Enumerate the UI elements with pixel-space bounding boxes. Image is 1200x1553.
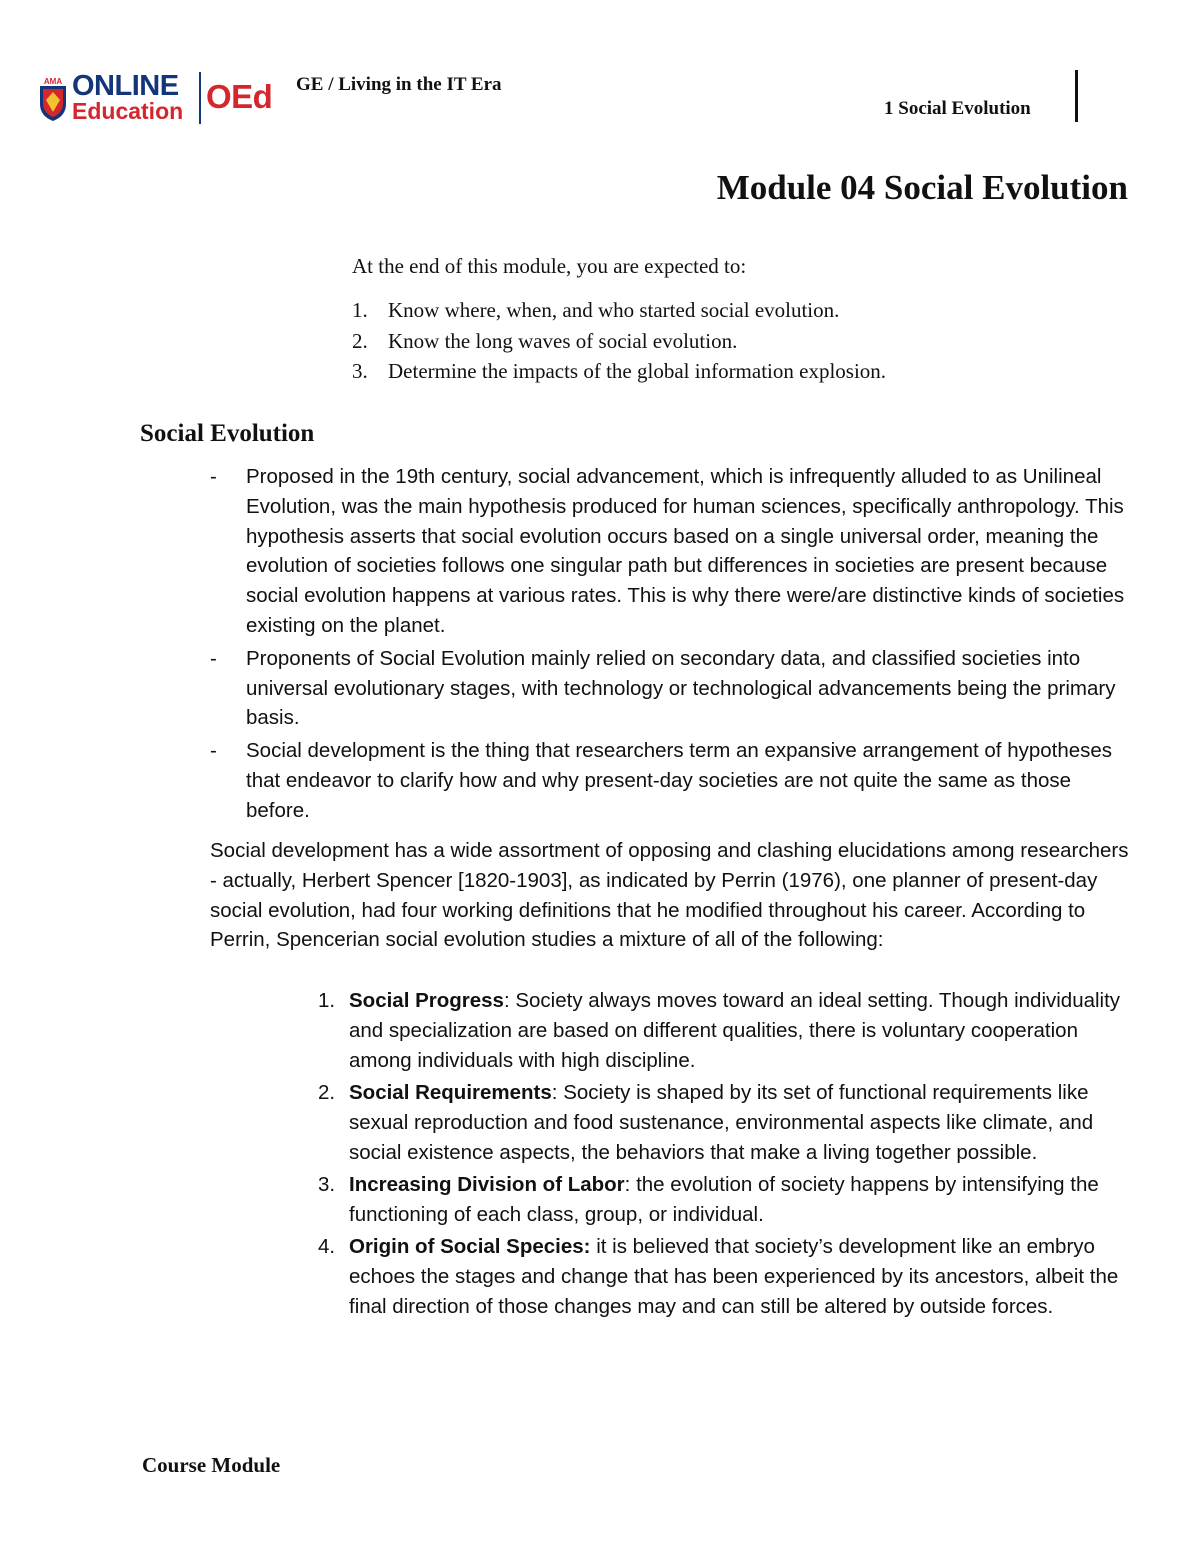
bullet-text: Proposed in the 19th century, social advancement, which is infrequently alluded to as Unilineal Evolution, was the main hypothesis produced for human sciences, specifically anthropology. This hypothesis asserts that social evolution occurs based on a single universal order, meaning the evolution of societies follows one singular path but differences in societies are present because social evolution happens at various rates. This is why there were/are distinctive kinds of societies existing on the planet. xyxy=(246,465,1125,637)
list-item xyxy=(210,462,1140,641)
objective-text: Determine the impacts of the global information explosion. xyxy=(388,359,887,383)
page-footer: Course Module xyxy=(142,1453,281,1477)
list-item xyxy=(318,1170,1133,1230)
list-number: 3. xyxy=(352,359,368,383)
page-reference: 1 Social Evolution xyxy=(884,98,1031,119)
list-number: 4. xyxy=(318,1235,336,1258)
header-vertical-rule xyxy=(1075,70,1078,122)
list-item xyxy=(318,1232,1133,1322)
section-heading: Social Evolution xyxy=(140,420,315,447)
list-item xyxy=(352,296,886,327)
list-item xyxy=(318,986,1133,1076)
logo-education-text: Education xyxy=(72,98,184,124)
page-title: Module 04 Social Evolution xyxy=(716,168,1128,207)
list-number: 2. xyxy=(352,328,368,353)
bullet-dash: - xyxy=(210,465,217,488)
list-number: 1. xyxy=(352,298,368,322)
body-paragraph: Social development has a wide assortment of opposing and clashing elucidations among researchers - actually, Herbert Spencer [1820-1903], as indicated by Perrin (1976), one planner of present-day social evolution, had four working definitions that he modified throughout his career. According to Perrin, Spencerian social evolution studies a mixture of all of the following: xyxy=(210,839,1129,952)
definition-term: Social Progress xyxy=(349,989,504,1012)
bullet-dash: - xyxy=(210,646,217,670)
list-item xyxy=(352,357,886,388)
logo-oed-text: OEd xyxy=(206,78,273,115)
list-item xyxy=(210,644,1140,733)
list-number: 1. xyxy=(318,989,336,1012)
list-item xyxy=(352,327,886,358)
bullet-dash: - xyxy=(210,739,217,763)
definition-term: Social Requirements xyxy=(349,1081,552,1104)
definition-text: : Society always moves toward an ideal setting. Though individuality and specialization are based on different qualities, there is voluntary cooperation among individuals with high discipline. xyxy=(349,989,1121,1072)
course-name: GE / Living in the IT Era xyxy=(296,74,502,95)
definition-term: Increasing Division of Labor xyxy=(349,1173,625,1196)
objectives-intro: At the end of this module, you are expected to: xyxy=(352,254,747,278)
logo-badge-text: AMA xyxy=(43,77,63,86)
objective-text: Know the long waves of social evolution. xyxy=(388,328,738,353)
definition-text: : the evolution of society happens by intensifying the functioning of each class, group, or individual. xyxy=(349,1173,1099,1226)
objective-text: Know where, when, and who started social evolution. xyxy=(388,298,840,322)
list-item xyxy=(318,1078,1133,1168)
definition-term: Origin of Social Species: xyxy=(349,1235,591,1258)
bullet-list xyxy=(210,462,1140,829)
logo-divider xyxy=(199,72,201,124)
definition-text: it is believed that society’s development like an embryo echoes the stages and change that has been experienced by its ancestors, albeit the final direction of those changes may and can still be altered by outside forces. xyxy=(349,1235,1119,1318)
objectives-list xyxy=(352,296,886,388)
list-item xyxy=(210,736,1140,825)
bullet-text: Social development is the thing that researchers term an expansive arrangement of hypotheses that endeavor to clarify how and why present-day societies are not quite the same as those before. xyxy=(246,739,1113,822)
list-number: 3. xyxy=(318,1173,336,1196)
shield-crest-icon xyxy=(38,76,68,122)
definitions-list xyxy=(318,986,1133,1324)
definition-text: : Society is shaped by its set of functional requirements like sexual reproduction and food sustenance, environmental aspects like climate, and social existence aspects, the behaviors that make a living together possible. xyxy=(349,1081,1094,1164)
ama-online-education-logo xyxy=(38,70,273,128)
logo-online-text: ONLINE xyxy=(72,70,179,102)
list-number: 2. xyxy=(318,1081,336,1104)
bullet-text: Proponents of Social Evolution mainly relied on secondary data, and classified societies into universal evolutionary stages, with technology or technological advancements being the primary basis. xyxy=(246,646,1116,730)
